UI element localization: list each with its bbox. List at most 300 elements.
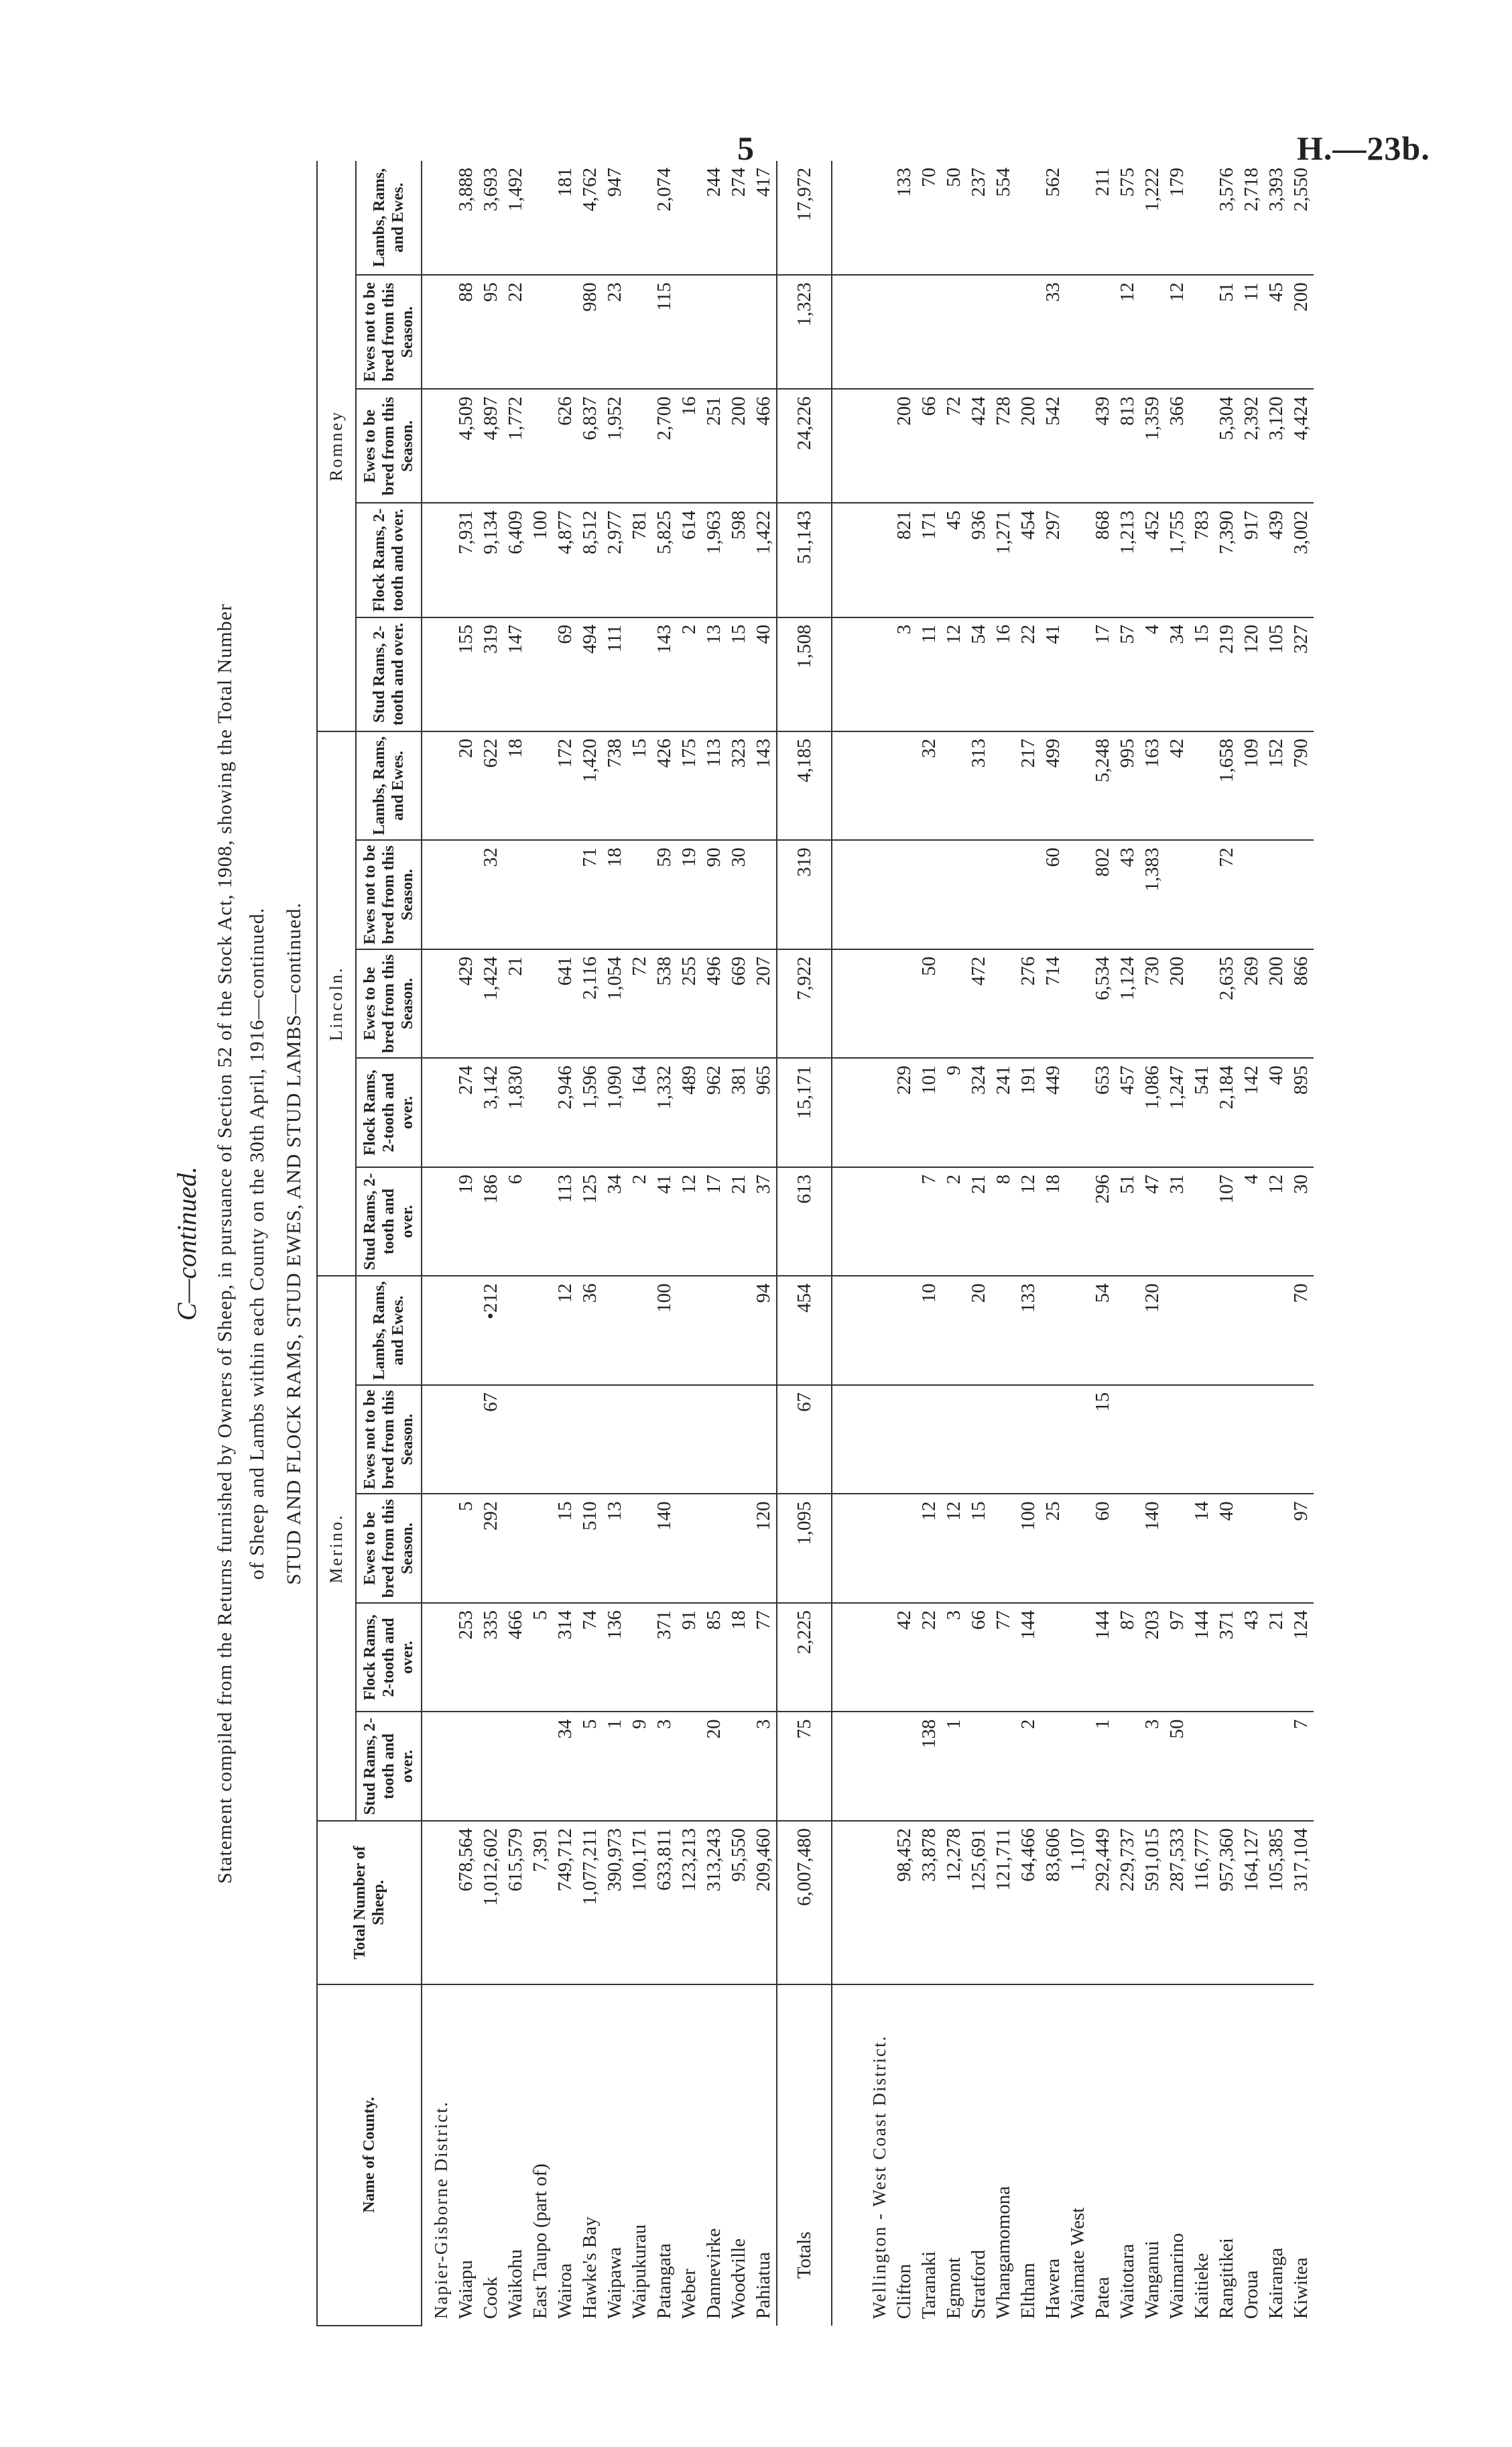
value-cell bbox=[1190, 389, 1214, 503]
value-cell bbox=[528, 275, 553, 389]
value-cell bbox=[966, 275, 991, 389]
value-cell bbox=[677, 275, 702, 389]
value-cell bbox=[528, 1712, 553, 1821]
value-cell: 31 bbox=[1165, 1167, 1190, 1276]
value-cell: 115 bbox=[652, 275, 677, 389]
value-cell bbox=[1165, 1494, 1190, 1603]
value-cell: 4 bbox=[1140, 617, 1165, 731]
table-row bbox=[603, 161, 627, 2326]
value-cell bbox=[1115, 1276, 1140, 1385]
value-cell bbox=[528, 617, 553, 731]
value-cell: 60 bbox=[1090, 1494, 1115, 1603]
value-cell bbox=[627, 1603, 652, 1712]
value-cell bbox=[1239, 1712, 1264, 1821]
value-cell bbox=[1214, 1385, 1239, 1494]
value-cell: 45 bbox=[942, 503, 966, 617]
value-cell bbox=[1190, 949, 1214, 1059]
total-sheep-cell: 125,691 bbox=[966, 1821, 991, 1984]
value-cell: 3 bbox=[652, 1712, 677, 1821]
value-cell: 4,762 bbox=[578, 161, 603, 275]
table-row bbox=[1090, 161, 1115, 2326]
value-cell bbox=[1190, 840, 1214, 949]
value-cell bbox=[1066, 1167, 1090, 1276]
value-cell: 917 bbox=[1239, 503, 1264, 617]
table-row bbox=[1165, 161, 1190, 2326]
totals-cell: 75 bbox=[777, 1712, 832, 1821]
total-sheep-cell: 292,449 bbox=[1090, 1821, 1115, 1984]
value-cell bbox=[966, 1712, 991, 1821]
table-row bbox=[1016, 161, 1041, 2326]
value-cell: 366 bbox=[1165, 389, 1190, 503]
total-sheep-cell: 100,171 bbox=[627, 1821, 652, 1984]
value-cell: 622 bbox=[479, 731, 503, 841]
value-cell bbox=[603, 1385, 627, 1494]
total-sheep-cell: 615,579 bbox=[503, 1821, 528, 1984]
value-cell: 200 bbox=[1016, 389, 1041, 503]
value-cell bbox=[892, 840, 917, 949]
value-cell: 6 bbox=[503, 1167, 528, 1276]
value-cell: 50 bbox=[917, 949, 942, 1059]
table-row bbox=[917, 161, 942, 2326]
value-cell: 105 bbox=[1264, 617, 1289, 731]
value-cell: 1 bbox=[603, 1712, 627, 1821]
value-cell: 12 bbox=[942, 617, 966, 731]
value-cell: 454 bbox=[1016, 503, 1041, 617]
county-column-header: Name of County. bbox=[317, 1984, 422, 2326]
value-cell: 276 bbox=[1016, 949, 1041, 1059]
value-cell: 85 bbox=[702, 1603, 727, 1712]
totals-cell: 613 bbox=[777, 1167, 832, 1276]
value-cell: 297 bbox=[1041, 503, 1066, 617]
value-cell: 71 bbox=[578, 840, 603, 949]
value-cell: 12 bbox=[1016, 1167, 1041, 1276]
table-row bbox=[1264, 161, 1289, 2326]
value-cell bbox=[627, 161, 652, 275]
total-sheep-cell: 1,012,602 bbox=[479, 1821, 503, 1984]
value-cell bbox=[702, 275, 727, 389]
value-cell: 2 bbox=[1016, 1712, 1041, 1821]
value-cell: 3,142 bbox=[479, 1058, 503, 1167]
totals-cell: 7,922 bbox=[777, 949, 832, 1059]
value-cell: 9 bbox=[627, 1712, 652, 1821]
value-cell: 2,184 bbox=[1214, 1058, 1239, 1167]
value-cell: 5 bbox=[528, 1603, 553, 1712]
value-cell: 142 bbox=[1239, 1058, 1264, 1167]
value-cell bbox=[1016, 275, 1041, 389]
value-cell: 542 bbox=[1041, 389, 1066, 503]
value-cell: 72 bbox=[942, 389, 966, 503]
value-cell: 237 bbox=[966, 161, 991, 275]
value-cell bbox=[917, 840, 942, 949]
romney-stud-rams-header: Stud Rams, 2-tooth and over. bbox=[356, 617, 422, 731]
value-cell: 868 bbox=[1090, 503, 1115, 617]
county-name: Cook bbox=[480, 2277, 501, 2319]
value-cell bbox=[702, 1276, 727, 1385]
value-cell: 72 bbox=[1214, 840, 1239, 949]
value-cell: 152 bbox=[1264, 731, 1289, 841]
value-cell: 219 bbox=[1214, 617, 1239, 731]
value-cell: 936 bbox=[966, 503, 991, 617]
value-cell: 18 bbox=[1041, 1167, 1066, 1276]
value-cell: 40 bbox=[1264, 1058, 1289, 1167]
county-name: Weber bbox=[678, 2269, 700, 2319]
value-cell: 164 bbox=[627, 1058, 652, 1167]
value-cell: 1,772 bbox=[503, 389, 528, 503]
value-cell: 790 bbox=[1289, 731, 1314, 841]
value-cell: 140 bbox=[1140, 1494, 1165, 1603]
value-cell: 5,248 bbox=[1090, 731, 1115, 841]
value-cell: 3,120 bbox=[1264, 389, 1289, 503]
county-name: Egmont bbox=[943, 2257, 964, 2319]
value-cell bbox=[991, 949, 1016, 1059]
value-cell: 125 bbox=[578, 1167, 603, 1276]
value-cell: 2 bbox=[677, 617, 702, 731]
county-name: Patangata bbox=[653, 2243, 675, 2319]
value-cell: 466 bbox=[751, 389, 777, 503]
value-cell bbox=[503, 1276, 528, 1385]
value-cell: 1,422 bbox=[751, 503, 777, 617]
county-name: Clifton bbox=[893, 2263, 915, 2319]
value-cell: 575 bbox=[1115, 161, 1140, 275]
value-cell: 200 bbox=[892, 389, 917, 503]
value-cell: 866 bbox=[1289, 949, 1314, 1059]
value-cell bbox=[1190, 1276, 1214, 1385]
value-cell: 494 bbox=[578, 617, 603, 731]
value-cell: 90 bbox=[702, 840, 727, 949]
value-cell: 40 bbox=[751, 617, 777, 731]
value-cell bbox=[942, 1385, 966, 1494]
value-cell bbox=[991, 731, 1016, 841]
table-row bbox=[578, 161, 603, 2326]
value-cell: 2,700 bbox=[652, 389, 677, 503]
value-cell: 4,897 bbox=[479, 389, 503, 503]
value-cell bbox=[1016, 161, 1041, 275]
value-cell: 335 bbox=[479, 1603, 503, 1712]
value-cell bbox=[528, 1058, 553, 1167]
total-sheep-cell: 209,460 bbox=[751, 1821, 777, 1984]
value-cell: 41 bbox=[1041, 617, 1066, 731]
table-row bbox=[677, 161, 702, 2326]
value-cell bbox=[1140, 1385, 1165, 1494]
value-cell: 3 bbox=[942, 1603, 966, 1712]
value-cell: 66 bbox=[917, 389, 942, 503]
value-cell: 15 bbox=[553, 1494, 578, 1603]
value-cell: 88 bbox=[454, 275, 479, 389]
value-cell: 781 bbox=[627, 503, 652, 617]
value-cell: 70 bbox=[917, 161, 942, 275]
value-cell bbox=[454, 1385, 479, 1494]
table-row bbox=[1239, 161, 1264, 2326]
value-cell: 200 bbox=[1264, 949, 1289, 1059]
value-cell: 381 bbox=[727, 1058, 751, 1167]
value-cell: 2,946 bbox=[553, 1058, 578, 1167]
value-cell bbox=[553, 1385, 578, 1494]
value-cell: 171 bbox=[917, 503, 942, 617]
value-cell: 138 bbox=[917, 1712, 942, 1821]
table-subtitle: STUD AND FLOCK RAMS, STUD EWES, AND STUD LAMBS—continued. bbox=[283, 902, 305, 1585]
merino-stud-rams-header: Stud Rams, 2-tooth and over. bbox=[356, 1712, 422, 1821]
total-sheep-cell: 313,243 bbox=[702, 1821, 727, 1984]
value-cell bbox=[1190, 731, 1214, 841]
total-sheep-column-header: Total Number of Sheep. bbox=[317, 1821, 422, 1984]
table-row bbox=[751, 161, 777, 2326]
value-cell: 241 bbox=[991, 1058, 1016, 1167]
value-cell bbox=[1115, 1712, 1140, 1821]
value-cell bbox=[627, 389, 652, 503]
totals-cell: 1,508 bbox=[777, 617, 832, 731]
value-cell: 452 bbox=[1140, 503, 1165, 617]
value-cell: 113 bbox=[702, 731, 727, 841]
value-cell: 147 bbox=[503, 617, 528, 731]
county-name: Whangamomona bbox=[993, 2186, 1014, 2319]
value-cell: 69 bbox=[553, 617, 578, 731]
total-sheep-cell: 229,737 bbox=[1115, 1821, 1140, 1984]
value-cell: 30 bbox=[1289, 1167, 1314, 1276]
value-cell bbox=[1066, 1712, 1090, 1821]
value-cell bbox=[454, 840, 479, 949]
value-cell: 72 bbox=[627, 949, 652, 1059]
value-cell: 2,635 bbox=[1214, 949, 1239, 1059]
value-cell bbox=[1264, 1276, 1289, 1385]
value-cell bbox=[751, 840, 777, 949]
value-cell: 87 bbox=[1115, 1603, 1140, 1712]
value-cell: 33 bbox=[1041, 275, 1066, 389]
value-cell bbox=[1066, 731, 1090, 841]
romney-ewes-bred-header: Ewes to be bred from this Season. bbox=[356, 389, 422, 503]
value-cell: 429 bbox=[454, 949, 479, 1059]
value-cell bbox=[1041, 1603, 1066, 1712]
value-cell: 1 bbox=[942, 1712, 966, 1821]
value-cell: 175 bbox=[677, 731, 702, 841]
lincoln-group-header: Lincoln. bbox=[317, 731, 356, 1276]
district-title: Wellington - West Coast District. bbox=[869, 2035, 889, 2319]
value-cell bbox=[578, 1385, 603, 1494]
value-cell bbox=[1066, 1058, 1090, 1167]
value-cell: 120 bbox=[1239, 617, 1264, 731]
value-cell: 5 bbox=[578, 1712, 603, 1821]
value-cell: 554 bbox=[991, 161, 1016, 275]
value-cell: 783 bbox=[1190, 503, 1214, 617]
value-cell: 1 bbox=[1090, 1712, 1115, 1821]
value-cell: 653 bbox=[1090, 1058, 1115, 1167]
value-cell: 179 bbox=[1165, 161, 1190, 275]
value-cell: 133 bbox=[1016, 1276, 1041, 1385]
value-cell bbox=[528, 1494, 553, 1603]
county-name: Rangitikei bbox=[1216, 2238, 1237, 2319]
value-cell: 538 bbox=[652, 949, 677, 1059]
value-cell bbox=[1066, 275, 1090, 389]
value-cell: 980 bbox=[578, 275, 603, 389]
value-cell: 1,952 bbox=[603, 389, 627, 503]
value-cell bbox=[528, 1276, 553, 1385]
value-cell: 11 bbox=[1239, 275, 1264, 389]
value-cell: 1,963 bbox=[702, 503, 727, 617]
merino-ewes-not-bred-header: Ewes not to be bred from this Season. bbox=[356, 1385, 422, 1494]
value-cell: 424 bbox=[966, 389, 991, 503]
value-cell: 20 bbox=[966, 1276, 991, 1385]
value-cell: 211 bbox=[1090, 161, 1115, 275]
value-cell: 2,074 bbox=[652, 161, 677, 275]
value-cell: 229 bbox=[892, 1058, 917, 1167]
table-row bbox=[991, 161, 1016, 2326]
value-cell: 15 bbox=[627, 731, 652, 841]
value-cell: 207 bbox=[751, 949, 777, 1059]
total-sheep-cell: 33,878 bbox=[917, 1821, 942, 1984]
value-cell bbox=[892, 1385, 917, 1494]
value-cell bbox=[942, 840, 966, 949]
value-cell: 163 bbox=[1140, 731, 1165, 841]
value-cell: 43 bbox=[1115, 840, 1140, 949]
table-row bbox=[553, 161, 578, 2326]
total-sheep-cell: 12,278 bbox=[942, 1821, 966, 1984]
value-cell: 1,830 bbox=[503, 1058, 528, 1167]
value-cell: 14 bbox=[1190, 1494, 1214, 1603]
value-cell: 18 bbox=[603, 840, 627, 949]
table-row bbox=[503, 161, 528, 2326]
value-cell: 140 bbox=[652, 1494, 677, 1603]
value-cell: 1,054 bbox=[603, 949, 627, 1059]
value-cell: 97 bbox=[1289, 1494, 1314, 1603]
totals-label: Totals bbox=[777, 1984, 832, 2326]
value-cell: 50 bbox=[942, 161, 966, 275]
totals-cell: 4,185 bbox=[777, 731, 832, 841]
value-cell bbox=[1289, 1385, 1314, 1494]
value-cell: 6,534 bbox=[1090, 949, 1115, 1059]
value-cell: 101 bbox=[917, 1058, 942, 1167]
county-name: Waipawa bbox=[604, 2247, 625, 2319]
value-cell: 36 bbox=[578, 1276, 603, 1385]
value-cell bbox=[677, 1494, 702, 1603]
value-cell: 3 bbox=[751, 1712, 777, 1821]
value-cell: 449 bbox=[1041, 1058, 1066, 1167]
value-cell: 21 bbox=[503, 949, 528, 1059]
value-cell bbox=[892, 1167, 917, 1276]
value-cell: 614 bbox=[677, 503, 702, 617]
district-title: Napier-Gisborne District. bbox=[431, 2100, 451, 2319]
total-sheep-cell: 678,564 bbox=[454, 1821, 479, 1984]
value-cell: 155 bbox=[454, 617, 479, 731]
value-cell bbox=[727, 1385, 751, 1494]
value-cell bbox=[892, 1712, 917, 1821]
value-cell bbox=[1239, 1276, 1264, 1385]
value-cell bbox=[917, 275, 942, 389]
value-cell: 67 bbox=[479, 1385, 503, 1494]
value-cell: 100 bbox=[652, 1276, 677, 1385]
value-cell bbox=[553, 275, 578, 389]
value-cell: 2,977 bbox=[603, 503, 627, 617]
value-cell: 2,116 bbox=[578, 949, 603, 1059]
value-cell bbox=[892, 1494, 917, 1603]
value-cell: 200 bbox=[1289, 275, 1314, 389]
value-cell: 124 bbox=[1289, 1603, 1314, 1712]
statement-line-2: of Sheep and Lambs within each County on the 30th April, 1916—continued. bbox=[246, 907, 268, 1580]
value-cell: 51 bbox=[1214, 275, 1239, 389]
value-cell bbox=[702, 1494, 727, 1603]
total-sheep-cell: 749,712 bbox=[553, 1821, 578, 1984]
value-cell: 371 bbox=[1214, 1603, 1239, 1712]
value-cell bbox=[1239, 840, 1264, 949]
table-row bbox=[1066, 161, 1090, 2326]
value-cell: 4,877 bbox=[553, 503, 578, 617]
value-cell: 738 bbox=[603, 731, 627, 841]
value-cell bbox=[991, 1276, 1016, 1385]
county-name: Hawke's Bay bbox=[579, 2216, 601, 2319]
table-row bbox=[727, 161, 751, 2326]
county-name: Wairoa bbox=[554, 2263, 576, 2319]
lincoln-ewes-bred-header: Ewes to be bred from this Season. bbox=[356, 949, 422, 1059]
value-cell: 191 bbox=[1016, 1058, 1041, 1167]
value-cell bbox=[1239, 1385, 1264, 1494]
value-cell: 296 bbox=[1090, 1167, 1115, 1276]
value-cell bbox=[1115, 1385, 1140, 1494]
value-cell bbox=[1066, 617, 1090, 731]
value-cell: 324 bbox=[966, 1058, 991, 1167]
continued-heading: C—continued. bbox=[172, 1167, 202, 1321]
county-name: Wanganui bbox=[1141, 2241, 1163, 2319]
value-cell bbox=[991, 1385, 1016, 1494]
table-row bbox=[627, 161, 652, 2326]
value-cell bbox=[1264, 1494, 1289, 1603]
value-cell: 598 bbox=[727, 503, 751, 617]
value-cell: 12 bbox=[1165, 275, 1190, 389]
value-cell: 15 bbox=[966, 1494, 991, 1603]
value-cell bbox=[1041, 1712, 1066, 1821]
value-cell: 15 bbox=[1190, 617, 1214, 731]
romney-group-header: Romney bbox=[317, 161, 356, 731]
table-row bbox=[942, 161, 966, 2326]
statement-title bbox=[209, 161, 273, 2326]
value-cell: 274 bbox=[454, 1058, 479, 1167]
county-name: Hawera bbox=[1042, 2258, 1064, 2319]
value-cell bbox=[892, 1276, 917, 1385]
value-cell: 7 bbox=[917, 1167, 942, 1276]
value-cell bbox=[892, 949, 917, 1059]
value-cell bbox=[1066, 840, 1090, 949]
value-cell: 499 bbox=[1041, 731, 1066, 841]
lincoln-lambs-header: Lambs, Rams, and Ewes. bbox=[356, 731, 422, 841]
value-cell: 95 bbox=[479, 275, 503, 389]
value-cell: 21 bbox=[966, 1167, 991, 1276]
value-cell: 181 bbox=[553, 161, 578, 275]
value-cell: 669 bbox=[727, 949, 751, 1059]
value-cell bbox=[677, 1276, 702, 1385]
county-name: Waimate West bbox=[1067, 2207, 1088, 2319]
totals-cell: 6,007,480 bbox=[777, 1821, 832, 1984]
value-cell bbox=[991, 275, 1016, 389]
value-cell: 9,134 bbox=[479, 503, 503, 617]
value-cell: 7 bbox=[1289, 1712, 1314, 1821]
total-sheep-cell: 7,391 bbox=[528, 1821, 553, 1984]
value-cell: 109 bbox=[1239, 731, 1264, 841]
value-cell bbox=[727, 275, 751, 389]
value-cell bbox=[727, 1712, 751, 1821]
value-cell: 43 bbox=[1239, 1603, 1264, 1712]
totals-row bbox=[777, 161, 832, 2326]
value-cell bbox=[1264, 1712, 1289, 1821]
totals-cell: 51,143 bbox=[777, 503, 832, 617]
value-cell: 74 bbox=[578, 1603, 603, 1712]
value-cell: 23 bbox=[603, 275, 627, 389]
value-cell: 2 bbox=[942, 1167, 966, 1276]
value-cell: 47 bbox=[1140, 1167, 1165, 1276]
total-sheep-cell: 121,711 bbox=[991, 1821, 1016, 1984]
value-cell bbox=[677, 1385, 702, 1494]
value-cell bbox=[1066, 1494, 1090, 1603]
value-cell: 12 bbox=[1115, 275, 1140, 389]
value-cell bbox=[942, 275, 966, 389]
value-cell bbox=[892, 731, 917, 841]
total-sheep-cell: 123,213 bbox=[677, 1821, 702, 1984]
